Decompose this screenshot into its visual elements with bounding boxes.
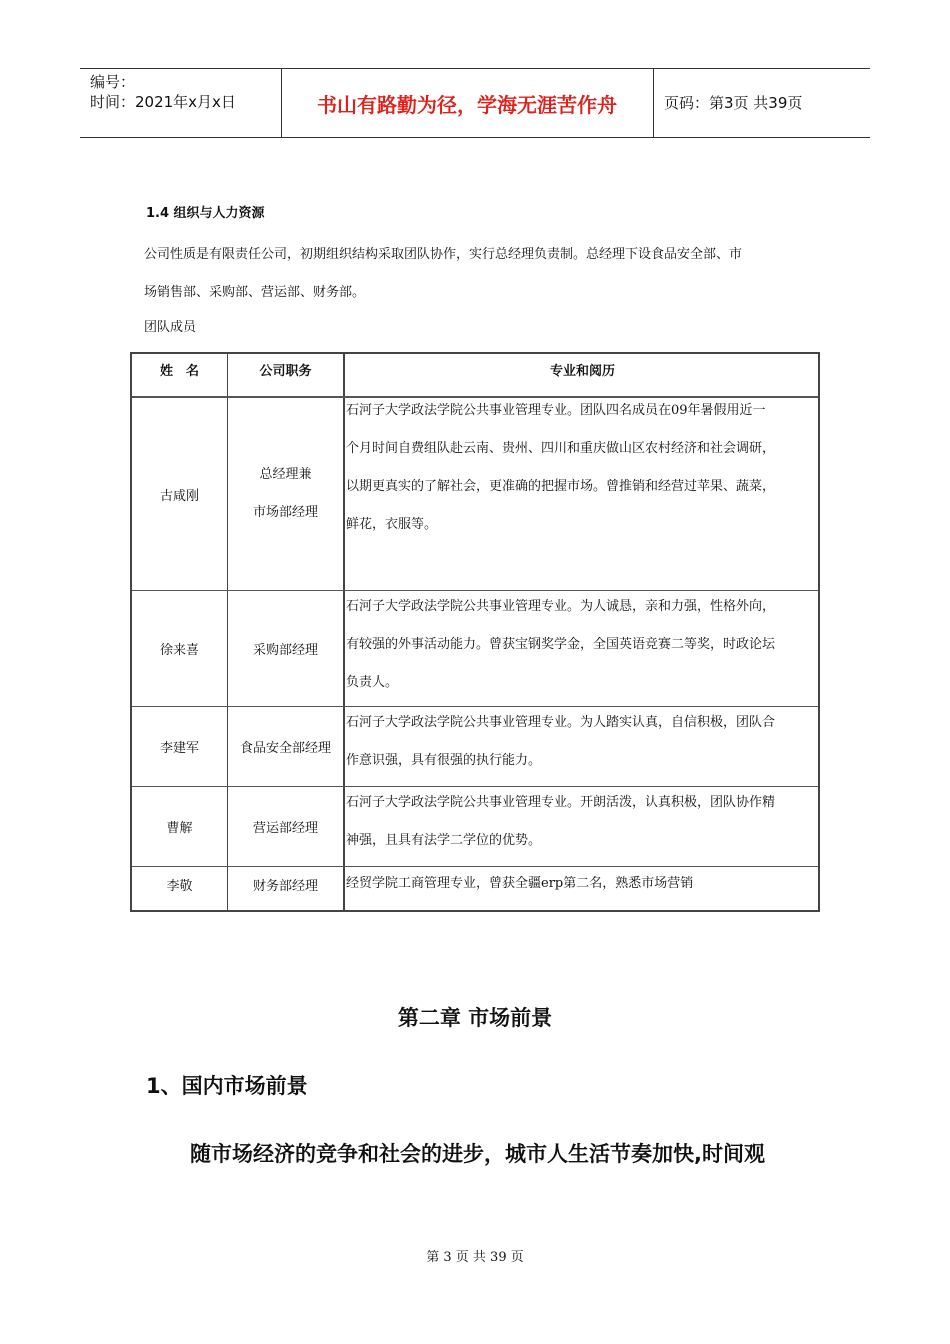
profile-line: 石河子大学政法学院公共事业管理专业。为人诚恳，亲和力强，性格外向， (346, 599, 776, 614)
table-cell-role: 营运部经理 (252, 821, 318, 836)
paragraph-line: 场销售部、采购部、营运部、财务部。 (144, 285, 366, 300)
role-line: 市场部经理 (252, 505, 318, 520)
profile-line: 石河子大学政法学院公共事业管理专业。为人踏实认真，自信积极，团队合 (346, 715, 776, 730)
profile-line: 以期更真实的了解社会，更准确的把握市场。曾推销和经营过苹果、蔬菜， (346, 479, 776, 494)
table-cell-name: 曹解 (166, 821, 193, 836)
table-cell-role (228, 398, 343, 590)
header-page-info: 页码：第3页 共39页 (664, 94, 803, 112)
profile-line: 作意识强，具有很强的执行能力。 (346, 753, 542, 768)
section-title: 1.4 组织与人力资源 (146, 206, 265, 221)
table-header-role: 公司职务 (259, 363, 312, 379)
section-heading: 1、国内市场前景 (146, 1074, 308, 1098)
table-cell-profile (346, 704, 820, 780)
header-divider (653, 69, 654, 137)
profile-line: 神强，且具有法学二学位的优势。 (346, 833, 542, 848)
profile-line: 石河子大学政法学院公共事业管理专业。团队四名成员在09年暑假用近一 (346, 403, 766, 418)
table-header-name: 姓 名 (159, 363, 199, 379)
role-line: 总经理兼 (259, 467, 312, 482)
table-header-profile: 专业和阅历 (549, 363, 615, 379)
team-label: 团队成员 (144, 320, 197, 335)
table-cell-role: 采购部经理 (252, 643, 318, 658)
chapter-title: 第二章 市场前景 (397, 1006, 553, 1030)
team-table (130, 352, 820, 912)
table-cell-name: 古咸刚 (159, 488, 199, 504)
table-cell-name: 徐来喜 (159, 643, 199, 658)
table-column-divider (343, 354, 345, 910)
table-cell-profile (346, 392, 820, 544)
profile-line: 石河子大学政法学院公共事业管理专业。开朗活泼，认真积极，团队协作精 (346, 795, 776, 810)
page-footer: 第 3 页 共 39 页 (426, 1250, 524, 1265)
table-cell-profile (346, 588, 820, 702)
profile-line: 经贸学院工商管理专业，曾获全疆erp第二名，熟悉市场营销 (346, 876, 694, 891)
profile-line: 负责人。 (346, 675, 399, 690)
profile-line: 有较强的外事活动能力。曾获宝钢奖学金，全国英语竞赛二等奖，时政论坛 (346, 637, 776, 652)
table-cell-profile (346, 784, 820, 860)
table-cell-name: 李建军 (159, 741, 199, 756)
profile-line: 鲜花，衣服等。 (346, 517, 438, 532)
header-meta (80, 69, 280, 137)
table-cell-role: 食品安全部经理 (239, 741, 331, 756)
document-header (80, 68, 870, 138)
header-code-label: 编号： (90, 73, 136, 91)
profile-line: 个月时间自费组队赴云南、贵州、四川和重庆做山区农村经济和社会调研， (346, 441, 776, 456)
header-time-label: 时间：2021年x月x日 (90, 93, 236, 111)
paragraph-line: 公司性质是有限责任公司，初期组织结构采取团队协作，实行总经理负责制。总经理下设食品安全部、市 (144, 247, 743, 262)
table-cell-name: 李敬 (166, 879, 193, 894)
body-text-large: 随市场经济的竞争和社会的进步，城市人生活节奏加快,时间观 (190, 1142, 765, 1166)
header-motto: 书山有路勤为径，学海无涯苦作舟 (317, 92, 617, 117)
table-cell-role: 财务部经理 (252, 879, 318, 894)
table-cell-profile (346, 865, 820, 903)
section-paragraph (144, 236, 814, 312)
